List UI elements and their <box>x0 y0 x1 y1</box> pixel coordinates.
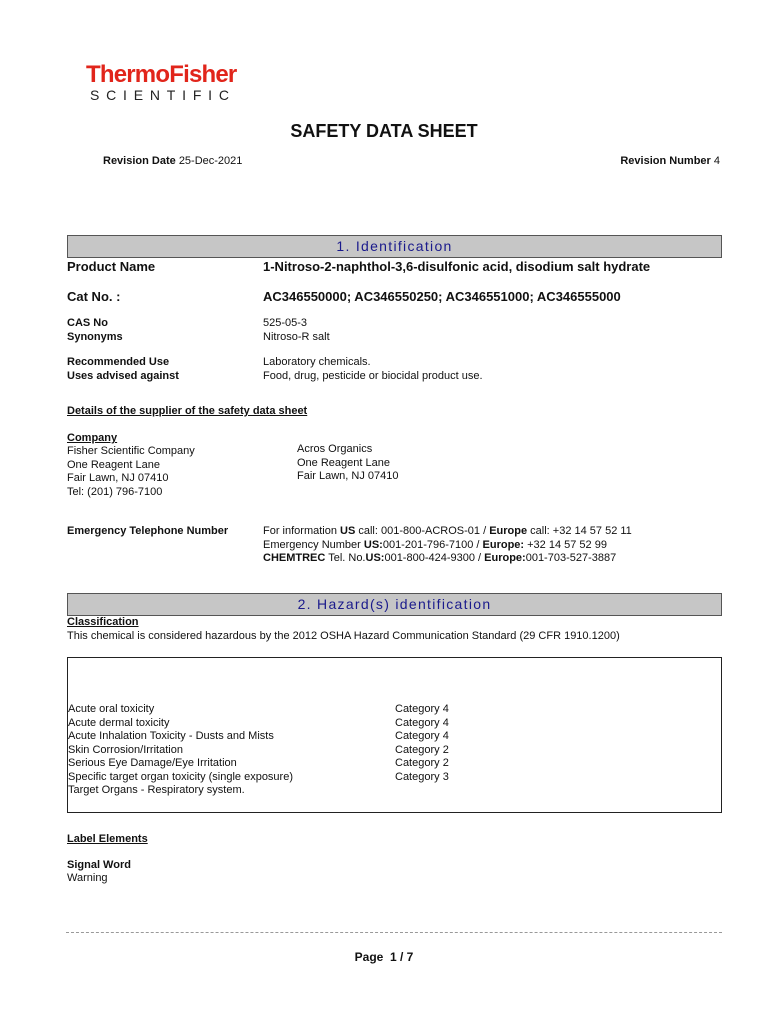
text-bold: Europe: <box>482 538 525 551</box>
hazard-category: Category 4 <box>395 730 449 742</box>
revision-number-label: Revision Number <box>620 155 711 167</box>
supplier-details-heading: Details of the supplier of the safety data sheet <box>67 405 308 417</box>
text: 001-800-424-9300 / <box>384 552 485 564</box>
uses-against-label: Uses advised against <box>67 370 179 382</box>
section-2-heading: 2. Hazard(s) identification <box>67 593 722 616</box>
acros-line: Acros Organics <box>297 443 373 455</box>
hazard-name: Skin Corrosion/Irritation <box>68 743 183 756</box>
classification-text: This chemical is considered hazardous by the 2012 OSHA Hazard Communication Standard (29 CFR 1910.1200) <box>67 630 620 642</box>
hazard-category: Category 4 <box>395 716 449 729</box>
emergency-line-1 <box>263 525 632 539</box>
synonyms-value: Nitroso-R salt <box>263 331 330 343</box>
logo-scientific: SCIENTIFIC <box>90 87 236 103</box>
acros-address <box>297 443 399 484</box>
text: 001-201-796-7100 / <box>382 538 483 551</box>
text: call: +32 14 57 52 11 <box>527 525 632 537</box>
hazard-row <box>68 757 718 771</box>
hazard-category: Category 4 <box>395 703 449 715</box>
acros-line: Fair Lawn, NJ 07410 <box>297 470 399 482</box>
revision-date <box>103 155 242 169</box>
product-name-label: Product Name <box>67 259 156 274</box>
recommended-use-label: Recommended Use <box>67 356 170 368</box>
hazard-name: Acute Inhalation Toxicity - Dusts and Mists <box>68 730 274 742</box>
signal-word-value: Warning <box>67 872 108 884</box>
text: 001-703-527-3887 <box>525 552 617 564</box>
section-1-heading: 1. Identification <box>67 235 722 258</box>
document-title: SAFETY DATA SHEET <box>290 121 478 141</box>
hazard-category: Category 2 <box>395 757 449 769</box>
company-line: Tel: (201) 796-7100 <box>67 485 163 498</box>
hazard-category: Category 2 <box>395 743 449 756</box>
synonyms-label: Synonyms <box>67 331 123 343</box>
footer-divider <box>66 932 722 933</box>
uses-against-value: Food, drug, pesticide or biocidal product use. <box>263 370 483 382</box>
company-address <box>67 445 195 499</box>
text-bold: US: <box>363 538 383 551</box>
cas-value: 525-05-3 <box>263 317 308 329</box>
logo-brand-part2: Fisher <box>169 61 237 88</box>
cat-no-label: Cat No. : <box>67 289 121 304</box>
cat-no-value: AC346550000; AC346550250; AC346551000; AC346555000 <box>263 289 621 304</box>
revision-number <box>620 155 720 169</box>
hazard-name: Specific target organ toxicity (single exposure) <box>68 770 293 783</box>
emergency-label: Emergency Telephone Number <box>67 525 229 537</box>
text-bold: US: <box>365 552 385 564</box>
hazard-name: Acute oral toxicity <box>68 703 155 715</box>
revision-date-value: 25-Dec-2021 <box>178 155 243 167</box>
text: Emergency Number <box>263 538 364 551</box>
revision-date-label: Revision Date <box>103 155 176 167</box>
text-bold: Europe: <box>484 552 526 564</box>
hazard-row <box>68 771 718 785</box>
hazard-name: Target Organs - Respiratory system. <box>68 784 245 796</box>
acros-line: One Reagent Lane <box>297 456 390 469</box>
text: call: 001-800-ACROS-01 / <box>355 525 490 537</box>
text: For information <box>263 525 341 537</box>
text-bold: CHEMTREC <box>263 552 326 564</box>
hazard-list <box>68 703 718 798</box>
recommended-use-value: Laboratory chemicals. <box>263 356 371 368</box>
hazard-row <box>68 703 718 717</box>
hazard-name: Serious Eye Damage/Eye Irritation <box>68 757 237 769</box>
classification-label: Classification <box>67 616 139 628</box>
page-number: 1 / 7 <box>390 950 414 964</box>
text-bold: US <box>340 525 356 537</box>
hazard-row <box>68 730 718 744</box>
thermo-fisher-logo <box>86 62 236 88</box>
revision-number-value: 4 <box>713 155 720 167</box>
text: Tel. No. <box>325 552 366 564</box>
company-line: Fisher Scientific Company <box>67 445 195 457</box>
label-elements-label: Label Elements <box>67 833 148 845</box>
emergency-numbers <box>263 525 632 566</box>
text-bold: Europe <box>489 525 528 537</box>
emergency-line-3 <box>263 552 632 566</box>
hazard-row <box>68 744 718 758</box>
hazard-name: Acute dermal toxicity <box>68 716 170 729</box>
emergency-line-2 <box>263 539 632 553</box>
page-indicator <box>0 950 768 964</box>
signal-word-label: Signal Word <box>67 859 131 871</box>
company-line: One Reagent Lane <box>67 458 160 471</box>
logo-brand-part1: Thermo <box>86 61 170 88</box>
hazard-category: Category 3 <box>395 770 449 783</box>
text: +32 14 57 52 99 <box>524 538 607 551</box>
product-name-value: 1-Nitroso-2-naphthol-3,6-disulfonic acid, disodium salt hydrate <box>263 259 651 274</box>
page-label: Page <box>354 950 384 964</box>
cas-label: CAS No <box>67 317 108 329</box>
hazard-row <box>68 784 718 798</box>
company-line: Fair Lawn, NJ 07410 <box>67 472 169 484</box>
hazard-row <box>68 717 718 731</box>
company-label: Company <box>67 432 118 444</box>
